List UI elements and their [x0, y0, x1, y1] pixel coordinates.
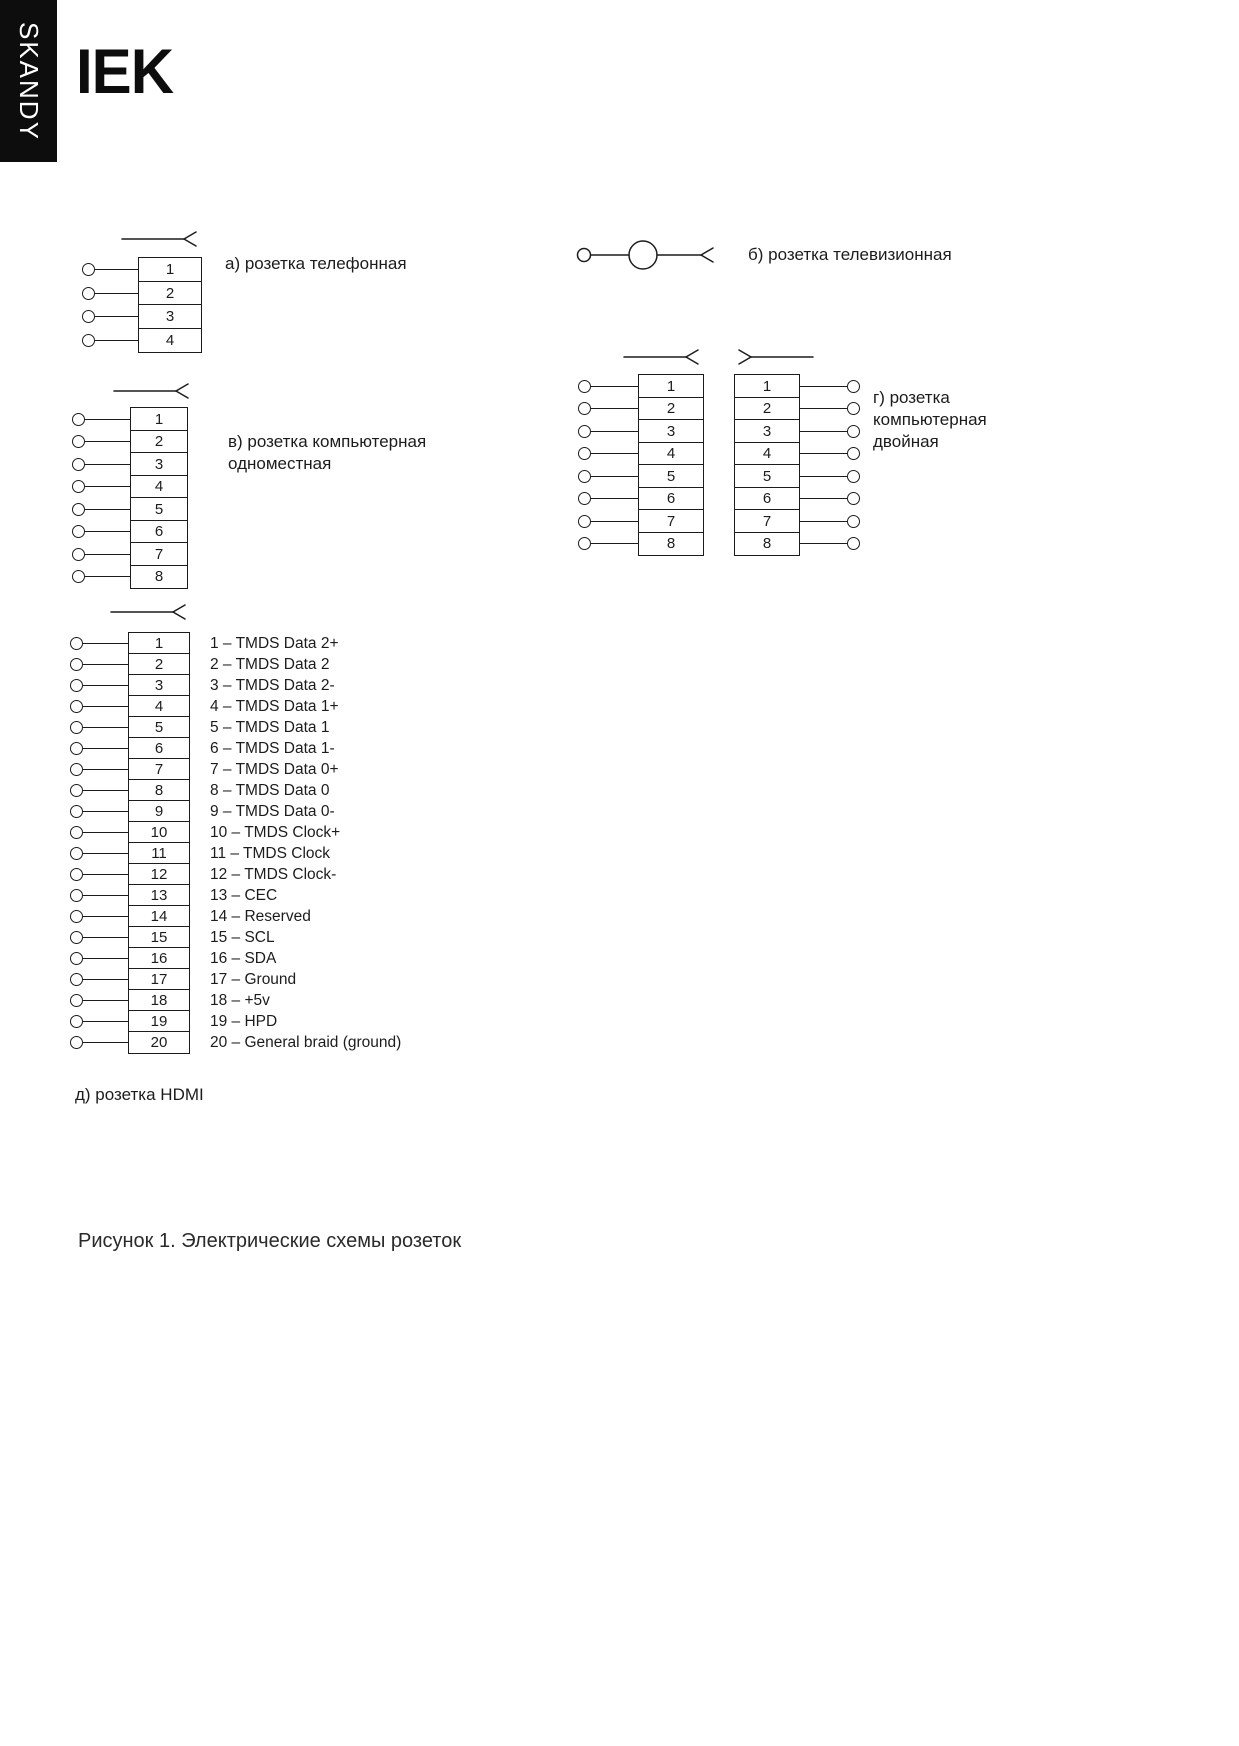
legend-item: 5 – TMDS Data 1: [210, 719, 330, 736]
pin-number: 20: [128, 1031, 190, 1054]
pin-number: 3: [130, 452, 188, 476]
pin-number: 2: [734, 397, 800, 421]
socket-symbol-v: [112, 383, 190, 399]
terminal-circle: [578, 447, 591, 460]
terminal-circle: [847, 380, 860, 393]
terminal-circle: [578, 515, 591, 528]
terminal-circle: [70, 973, 83, 986]
terminal-circle: [578, 380, 591, 393]
wire-line: [800, 476, 847, 477]
legend-item: 14 – Reserved: [210, 908, 311, 925]
terminal-circle: [72, 548, 85, 561]
wire-line: [83, 811, 128, 812]
pin-number: 8: [130, 565, 188, 589]
wire-line: [83, 748, 128, 749]
pin-number: 5: [128, 716, 190, 739]
pin-row: [70, 1010, 190, 1033]
pin-row: [578, 397, 704, 421]
pin-number: 2: [130, 430, 188, 454]
terminal-circle: [70, 889, 83, 902]
terminal-circle: [578, 402, 591, 415]
pin-row: [70, 842, 190, 865]
brand-sidebar: [0, 0, 57, 162]
legend-item: 12 – TMDS Clock-: [210, 866, 337, 883]
wire-line: [85, 554, 130, 555]
pin-row: [70, 716, 190, 739]
legend-item: 1 – TMDS Data 2+: [210, 635, 339, 652]
terminal-circle: [70, 637, 83, 650]
wire-line: [591, 453, 638, 454]
pin-number: 3: [128, 674, 190, 697]
tv-socket-symbol: [575, 240, 725, 270]
wire-line: [591, 386, 638, 387]
pin-row: [70, 632, 190, 655]
pin-row: [70, 653, 190, 676]
wire-line: [83, 706, 128, 707]
pin-number: 5: [734, 464, 800, 488]
legend-item: 17 – Ground: [210, 971, 297, 988]
terminal-circle: [847, 402, 860, 415]
terminal-circle: [70, 1015, 83, 1028]
pin-row: [578, 487, 704, 511]
pin-row: [70, 926, 190, 949]
wire-line: [83, 853, 128, 854]
pin-number: 4: [130, 475, 188, 499]
pin-row: [578, 532, 704, 556]
wire-line: [83, 895, 128, 896]
pin-number: 4: [638, 442, 704, 466]
wire-line: [591, 543, 638, 544]
wire-line: [591, 521, 638, 522]
pin-row: [734, 374, 860, 398]
pin-block-computer-double-right: [734, 374, 860, 556]
pin-number: 12: [128, 863, 190, 886]
terminal-circle: [847, 470, 860, 483]
pin-row: [82, 281, 202, 306]
pin-row: [70, 800, 190, 823]
pin-block-computer-double-left: [578, 374, 704, 556]
pin-row: [70, 905, 190, 928]
pin-row: [578, 442, 704, 466]
wire-line: [591, 431, 638, 432]
wire-line: [85, 576, 130, 577]
pin-number: 1: [138, 257, 202, 282]
pin-row: [70, 884, 190, 907]
wire-line: [83, 1021, 128, 1022]
pin-number: 4: [138, 328, 202, 353]
pin-number: 8: [128, 779, 190, 802]
legend-item: 9 – TMDS Data 0-: [210, 803, 335, 820]
legend-item: 6 – TMDS Data 1-: [210, 740, 335, 757]
terminal-circle: [82, 263, 95, 276]
pin-row: [70, 947, 190, 970]
pin-number: 6: [130, 520, 188, 544]
diagram-b-label: б) розетка телевизионная: [748, 245, 952, 264]
pin-row: [734, 532, 860, 556]
pin-row: [578, 419, 704, 443]
diagram-v-label: в) розетка компьютерная одноместная: [228, 432, 427, 473]
terminal-circle: [82, 334, 95, 347]
pin-number: 16: [128, 947, 190, 970]
wire-line: [83, 958, 128, 959]
pin-row: [734, 464, 860, 488]
legend-item: 16 – SDA: [210, 950, 277, 967]
wire-line: [83, 685, 128, 686]
wire-line: [85, 441, 130, 442]
wire-line: [83, 664, 128, 665]
pin-row: [70, 674, 190, 697]
pin-row: [72, 407, 188, 431]
terminal-circle: [847, 425, 860, 438]
wire-line: [83, 727, 128, 728]
pin-row: [734, 419, 860, 443]
pin-number: 4: [128, 695, 190, 718]
pin-row: [70, 821, 190, 844]
terminal-circle: [70, 826, 83, 839]
wire-line: [83, 1000, 128, 1001]
pin-block-computer-single: [72, 407, 188, 589]
pin-number: 11: [128, 842, 190, 865]
pin-number: 19: [128, 1010, 190, 1033]
socket-symbol-a: [120, 231, 198, 247]
pin-row: [734, 509, 860, 533]
wire-line: [591, 476, 638, 477]
pin-row: [70, 863, 190, 886]
wire-line: [83, 874, 128, 875]
pin-row: [82, 328, 202, 353]
pin-block-telephone: [82, 257, 202, 353]
terminal-circle: [70, 721, 83, 734]
pin-row: [70, 968, 190, 991]
pin-number: 7: [128, 758, 190, 781]
terminal-circle: [82, 287, 95, 300]
pin-number: 6: [128, 737, 190, 760]
pin-row: [72, 497, 188, 521]
wire-line: [85, 486, 130, 487]
wire-line: [800, 431, 847, 432]
diagram-d-label: д) розетка HDMI: [75, 1085, 204, 1104]
pin-row: [70, 1031, 190, 1054]
terminal-circle: [578, 470, 591, 483]
wire-line: [800, 521, 847, 522]
legend-item: 3 – TMDS Data 2-: [210, 677, 335, 694]
terminal-circle: [72, 570, 85, 583]
terminal-circle: [70, 658, 83, 671]
terminal-circle: [70, 700, 83, 713]
pin-number: 1: [130, 407, 188, 431]
terminal-circle: [82, 310, 95, 323]
pin-number: 1: [638, 374, 704, 398]
pin-row: [734, 397, 860, 421]
terminal-circle: [847, 447, 860, 460]
legend-item: 7 – TMDS Data 0+: [210, 761, 339, 778]
pin-number: 1: [734, 374, 800, 398]
wire-line: [85, 509, 130, 510]
terminal-circle: [72, 503, 85, 516]
terminal-circle: [70, 805, 83, 818]
wire-line: [95, 293, 138, 294]
terminal-circle: [72, 413, 85, 426]
wire-line: [800, 543, 847, 544]
pin-number: 5: [130, 497, 188, 521]
pin-row: [70, 695, 190, 718]
wire-line: [83, 916, 128, 917]
pin-number: 8: [734, 532, 800, 556]
wire-line: [95, 340, 138, 341]
pin-row: [72, 565, 188, 589]
pin-number: 14: [128, 905, 190, 928]
wire-line: [800, 453, 847, 454]
pin-row: [82, 257, 202, 282]
legend-item: 11 – TMDS Clock: [210, 845, 331, 862]
legend-item: 4 – TMDS Data 1+: [210, 698, 339, 715]
terminal-circle: [72, 480, 85, 493]
wire-line: [83, 790, 128, 791]
terminal-circle: [70, 868, 83, 881]
legend-item: 19 – HPD: [210, 1013, 278, 1030]
terminal-circle: [72, 435, 85, 448]
pin-number: 13: [128, 884, 190, 907]
wire-line: [85, 419, 130, 420]
legend-item: 2 – TMDS Data 2: [210, 656, 330, 673]
wire-line: [83, 979, 128, 980]
terminal-circle: [70, 994, 83, 1007]
iek-logo: [76, 36, 174, 107]
terminal-circle: [72, 458, 85, 471]
legend-item: 13 – CEC: [210, 887, 278, 904]
terminal-circle: [70, 847, 83, 860]
pin-number: 8: [638, 532, 704, 556]
terminal-circle: [70, 679, 83, 692]
pin-row: [578, 464, 704, 488]
wire-line: [83, 937, 128, 938]
pin-number: 10: [128, 821, 190, 844]
terminal-circle: [70, 910, 83, 923]
socket-symbol-g-left: [622, 349, 700, 365]
pin-number: 6: [638, 487, 704, 511]
pin-row: [72, 542, 188, 566]
pin-row: [72, 430, 188, 454]
legend-item: 20 – General braid (ground): [210, 1034, 402, 1051]
wire-line: [95, 316, 138, 317]
wire-line: [83, 832, 128, 833]
terminal-circle: [578, 425, 591, 438]
logo-text: IEK: [76, 36, 174, 107]
pin-row: [72, 452, 188, 476]
pin-row: [70, 737, 190, 760]
pin-row: [72, 520, 188, 544]
wire-line: [800, 386, 847, 387]
pin-number: 1: [128, 632, 190, 655]
wire-line: [591, 408, 638, 409]
pin-row: [72, 475, 188, 499]
diagram-a-label: а) розетка телефонная: [225, 254, 407, 273]
pin-number: 17: [128, 968, 190, 991]
terminal-circle: [847, 492, 860, 505]
terminal-circle: [70, 931, 83, 944]
terminal-circle: [578, 537, 591, 550]
wire-line: [85, 531, 130, 532]
legend-item: 8 – TMDS Data 0: [210, 782, 330, 799]
pin-number: 15: [128, 926, 190, 949]
pin-number: 3: [138, 304, 202, 329]
terminal-circle: [578, 492, 591, 505]
figure-caption: Рисунок 1. Электрические схемы розеток: [78, 1230, 462, 1252]
pin-number: 3: [734, 419, 800, 443]
pin-number: 9: [128, 800, 190, 823]
terminal-circle: [847, 537, 860, 550]
legend-item: 10 – TMDS Clock+: [210, 824, 341, 841]
hdmi-pin-legend: [210, 633, 401, 1053]
socket-symbol-d: [109, 604, 187, 620]
pin-row: [578, 509, 704, 533]
wire-line: [800, 408, 847, 409]
legend-item: 18 – +5v: [210, 992, 270, 1009]
wire-line: [95, 269, 138, 270]
pin-row: [578, 374, 704, 398]
wire-line: [83, 1042, 128, 1043]
pin-number: 4: [734, 442, 800, 466]
pin-row: [82, 304, 202, 329]
wire-line: [800, 498, 847, 499]
diagram-g-label: г) розетка компьютерная двойная: [873, 388, 987, 451]
terminal-circle: [847, 515, 860, 528]
pin-number: 2: [138, 281, 202, 306]
pin-number: 6: [734, 487, 800, 511]
wire-line: [83, 769, 128, 770]
brand-vertical-text: SKANDY: [14, 21, 44, 141]
pin-number: 3: [638, 419, 704, 443]
pin-block-hdmi: [70, 632, 190, 1054]
terminal-circle: [72, 525, 85, 538]
terminal-circle: [70, 1036, 83, 1049]
pin-number: 7: [734, 509, 800, 533]
pin-row: [70, 779, 190, 802]
pin-number: 7: [638, 509, 704, 533]
socket-symbol-g-right: [737, 349, 815, 365]
pin-row: [70, 758, 190, 781]
terminal-circle: [70, 952, 83, 965]
pin-number: 2: [638, 397, 704, 421]
pin-row: [734, 487, 860, 511]
wire-line: [591, 498, 638, 499]
wire-line: [83, 643, 128, 644]
pin-row: [734, 442, 860, 466]
pin-number: 18: [128, 989, 190, 1012]
terminal-circle: [70, 763, 83, 776]
wire-line: [85, 464, 130, 465]
pin-number: 7: [130, 542, 188, 566]
terminal-circle: [70, 742, 83, 755]
pin-number: 2: [128, 653, 190, 676]
pin-row: [70, 989, 190, 1012]
terminal-circle: [70, 784, 83, 797]
legend-item: 15 – SCL: [210, 929, 275, 946]
pin-number: 5: [638, 464, 704, 488]
